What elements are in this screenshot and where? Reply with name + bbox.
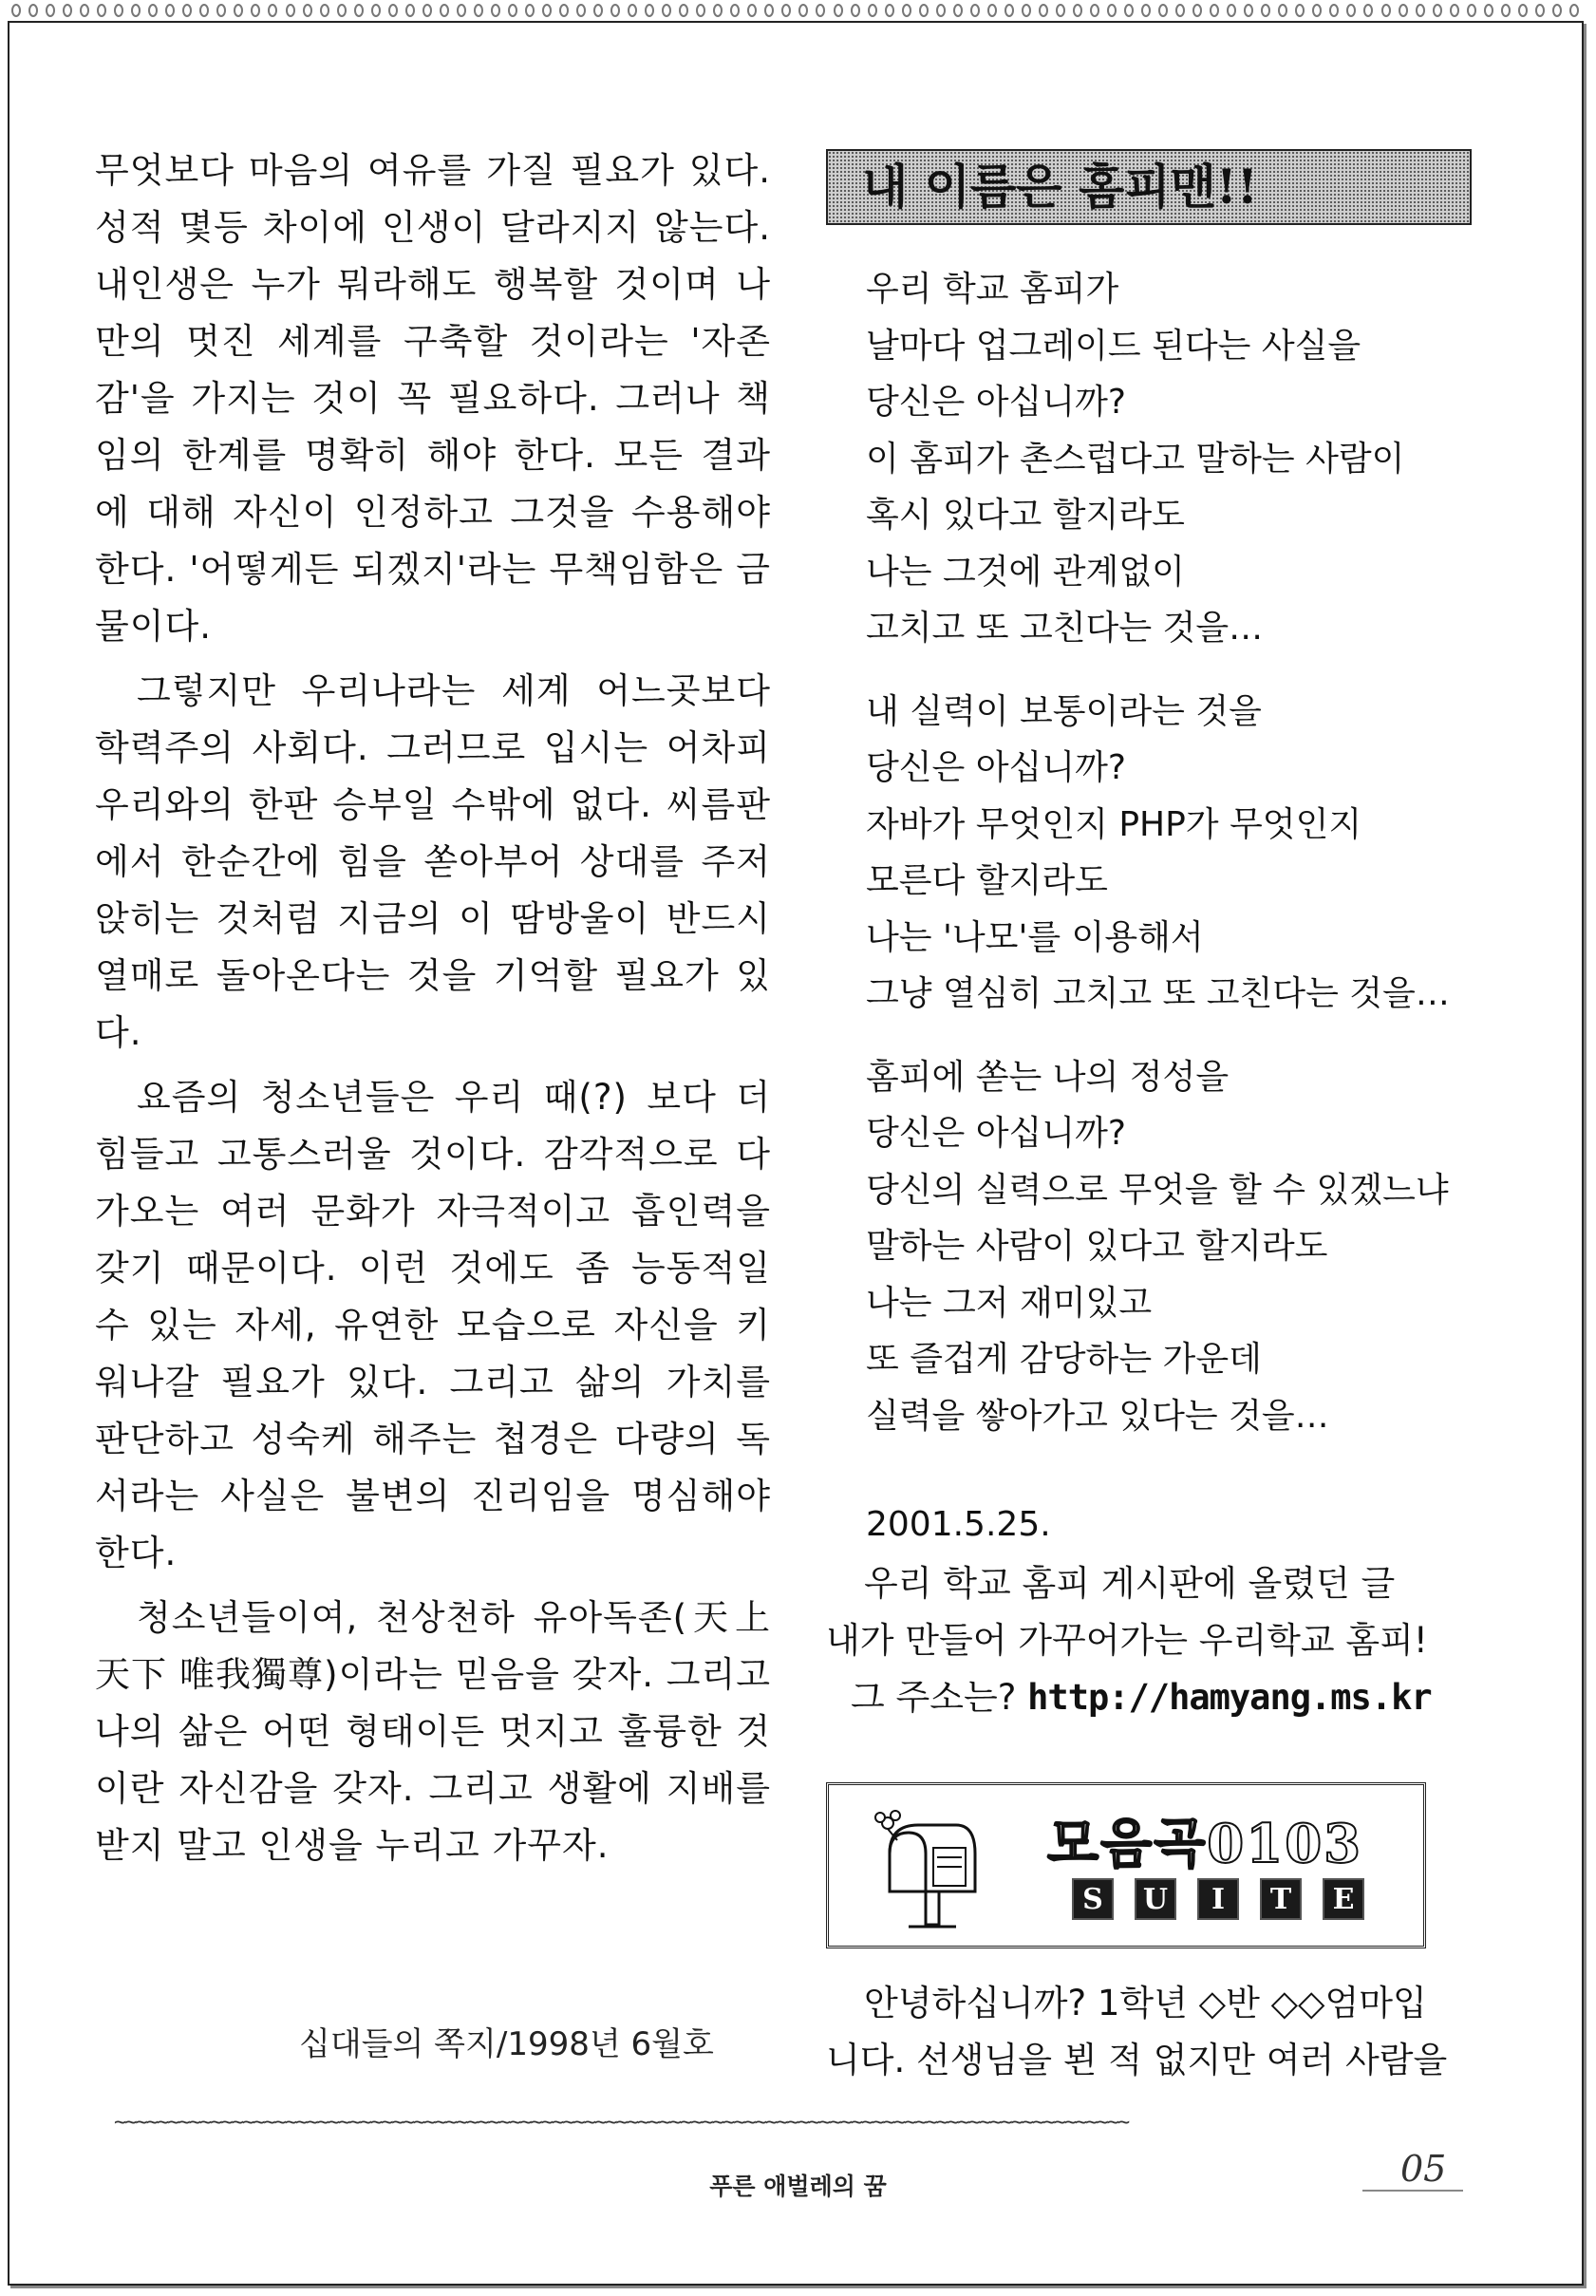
binding-ring bbox=[1295, 4, 1305, 17]
binding-ring bbox=[11, 4, 21, 17]
suite-letter: T bbox=[1260, 1878, 1302, 1920]
poem-title-box: 내 이름은 홈피맨!! bbox=[826, 149, 1472, 225]
greeting-line-2: 니다. 선생님을 뵌 적 없지만 여러 사람을 bbox=[826, 2040, 1448, 2080]
mailbox-icon bbox=[871, 1806, 985, 1934]
binding-ring bbox=[405, 4, 415, 17]
binding-ring bbox=[1124, 4, 1134, 17]
poem-line: 홈피에 쏟는 나의 정성을 bbox=[866, 1057, 1230, 1097]
binding-ring bbox=[1484, 4, 1493, 17]
binding-ring bbox=[28, 4, 38, 17]
binding-ring bbox=[1192, 4, 1202, 17]
binding-ring bbox=[1535, 4, 1545, 17]
poem bbox=[866, 261, 1530, 1471]
binding-ring bbox=[1107, 4, 1117, 17]
poem-line: 나는 '나모'를 이용해서 bbox=[866, 917, 1204, 957]
paragraph-1: 무엇보다 마음의 여유를 가질 필요가 있다. 성적 몇등 차이에 인생이 달라지지 않는다. 내인생은 누가 뭐라해도 행복할 것이며 나만의 멋진 세계를 구축할 것이라는 '자존감'을 가지는 것이 꼭 필요하다. 그러나 책임의 한계를 명확히 해야 한다. 모든 결과에 대해 자신이 인정하고 그것을 수용해야 한다. '어떻게든 되겠지'라는 무책임함은 금물이다. bbox=[95, 150, 771, 647]
binding-ring bbox=[1381, 4, 1391, 17]
binding-ring bbox=[696, 4, 705, 17]
address-label: 그 주소는? bbox=[851, 1677, 1017, 1718]
binding-ring bbox=[1227, 4, 1236, 17]
binding-ring bbox=[1433, 4, 1442, 17]
binding-ring bbox=[885, 4, 894, 17]
suite-letters bbox=[1072, 1878, 1364, 1920]
binding-ring bbox=[576, 4, 586, 17]
poem-line: 고치고 또 고친다는 것을… bbox=[866, 609, 1264, 648]
page-number: 05 bbox=[1362, 2148, 1463, 2192]
binding-ring bbox=[46, 4, 55, 17]
binding-ring bbox=[1022, 4, 1031, 17]
poem-line: 실력을 쌓아가고 있다는 것을… bbox=[866, 1396, 1329, 1436]
paragraph-2: 그렇지만 우리나라는 세계 어느곳보다 학력주의 사회다. 그러므로 입시는 어차피 우리와의 한판 승부일 수밖에 없다. 씨름판에서 한순간에 힘을 쏟아부어 상대를 주저앉히는 것처럼 지금의 이 땀방울이 반드시 열매로 돌아온다는 것을 기억할 필요가 있다. bbox=[95, 670, 771, 1053]
binding-ring bbox=[63, 4, 72, 17]
stanza-2 bbox=[866, 684, 1530, 1023]
binding-ring bbox=[1090, 4, 1099, 17]
binding-ring bbox=[131, 4, 141, 17]
poem-line: 자바가 무엇인지 PHP가 무엇인지 bbox=[866, 804, 1362, 844]
binding-ring bbox=[868, 4, 877, 17]
note-line-3 bbox=[826, 1669, 1510, 1726]
binding-ring bbox=[216, 4, 226, 17]
binding-ring bbox=[286, 4, 295, 17]
binding-ring bbox=[422, 4, 432, 17]
binding-ring bbox=[764, 4, 774, 17]
suite-letter: U bbox=[1135, 1878, 1176, 1920]
binding-ring bbox=[268, 4, 277, 17]
greeting-line-1: 안녕하십니까? 1학년 ◇반 ◇◇엄마입 bbox=[864, 1983, 1427, 2023]
stanza-3 bbox=[866, 1049, 1530, 1445]
poem-line: 날마다 업그레이드 된다는 사실을 bbox=[866, 326, 1361, 366]
binding-ring bbox=[1005, 4, 1014, 17]
poem-date: 2001.5.25. bbox=[866, 1505, 1051, 1544]
binding-ring bbox=[80, 4, 89, 17]
binding-ring bbox=[1416, 4, 1425, 17]
poem-line: 이 홈피가 촌스럽다고 말하는 사람이 bbox=[866, 439, 1405, 479]
binding-ring bbox=[902, 4, 911, 17]
binding-ring bbox=[919, 4, 929, 17]
stanza-1 bbox=[866, 261, 1530, 657]
binding-ring bbox=[165, 4, 175, 17]
binding-ring bbox=[953, 4, 963, 17]
binding-ring bbox=[182, 4, 192, 17]
binding-ring bbox=[1278, 4, 1287, 17]
binding-ring bbox=[679, 4, 688, 17]
poem-line: 말하는 사람이 있다고 할지라도 bbox=[866, 1227, 1328, 1266]
poem-notes bbox=[826, 1555, 1510, 1726]
binding-ring bbox=[1329, 4, 1339, 17]
binding-ring bbox=[1346, 4, 1356, 17]
poem-line: 우리 학교 홈피가 bbox=[866, 270, 1119, 309]
poem-line: 혹시 있다고 할지라도 bbox=[866, 496, 1185, 535]
binding-ring bbox=[593, 4, 603, 17]
suite-letter: S bbox=[1072, 1878, 1114, 1920]
binding-ring bbox=[97, 4, 106, 17]
left-column-article bbox=[95, 142, 771, 1882]
binding-ring bbox=[1141, 4, 1151, 17]
binding-ring bbox=[1175, 4, 1185, 17]
binding-ring bbox=[474, 4, 483, 17]
poem-line: 당신은 아십니까? bbox=[866, 1114, 1126, 1153]
footer-title: 푸른 애벌레의 꿈 bbox=[709, 2173, 887, 2200]
binding-ring bbox=[1244, 4, 1253, 17]
binding-ring bbox=[148, 4, 158, 17]
binding-ring bbox=[320, 4, 329, 17]
binding-ring bbox=[508, 4, 517, 17]
binding-ring bbox=[645, 4, 654, 17]
binding-ring bbox=[936, 4, 946, 17]
suite-banner bbox=[826, 1782, 1426, 1948]
binding-ring bbox=[457, 4, 466, 17]
binding-ring bbox=[491, 4, 500, 17]
paragraph-4: 청소년들이여, 천상천하 유아독존(天上天下 唯我獨尊)이라는 믿음을 갖자. 그리고 나의 삶은 어떤 형태이든 멋지고 훌륭한 것이란 자신감을 갖자. 그리고 생활에 지배를 받지 말고 인생을 누리고 가꾸자. bbox=[95, 1597, 771, 1866]
binding-ring bbox=[816, 4, 825, 17]
binding-ring bbox=[747, 4, 757, 17]
binding-ring bbox=[1501, 4, 1511, 17]
binding-ring bbox=[662, 4, 671, 17]
binding-ring bbox=[1518, 4, 1528, 17]
binding-ring bbox=[559, 4, 569, 17]
binding-ring bbox=[1552, 4, 1562, 17]
binding-ring bbox=[371, 4, 381, 17]
homepage-url[interactable]: http://hamyang.ms.kr bbox=[1027, 1677, 1432, 1718]
binding-ring bbox=[1039, 4, 1048, 17]
tilde-divider: ~~~~~~~~~~~~~~~~~~~~~~~~~~~~~~~~~~~~~~~~~~~~~~~~~~~~~~~~~~~~~~~~~~~~~~~~~~~~~~~~~~~~~~~~~~~~~~~ bbox=[114, 2114, 1129, 2133]
binding-ring bbox=[199, 4, 209, 17]
binding-ring bbox=[337, 4, 347, 17]
binding-ring bbox=[542, 4, 552, 17]
poem-line: 모른다 할지라도 bbox=[866, 861, 1108, 900]
note-line-2: 내가 만들어 가꾸어가는 우리학교 홈피! bbox=[826, 1620, 1428, 1661]
binding-ring bbox=[1210, 4, 1219, 17]
poem-line: 내 실력이 보통이라는 것을 bbox=[866, 691, 1262, 731]
binding-ring bbox=[834, 4, 843, 17]
binding-ring bbox=[234, 4, 243, 17]
binding-rings bbox=[8, 0, 1584, 21]
binding-ring bbox=[1450, 4, 1459, 17]
poem-line: 나는 그것에 관계없이 bbox=[866, 552, 1185, 592]
binding-ring bbox=[1158, 4, 1168, 17]
binding-ring bbox=[851, 4, 860, 17]
binding-ring bbox=[713, 4, 723, 17]
binding-ring bbox=[1312, 4, 1322, 17]
binding-ring bbox=[970, 4, 980, 17]
binding-ring bbox=[730, 4, 740, 17]
binding-ring bbox=[1467, 4, 1476, 17]
binding-ring bbox=[610, 4, 620, 17]
binding-ring bbox=[1261, 4, 1270, 17]
suite-letter: I bbox=[1197, 1878, 1239, 1920]
binding-ring bbox=[114, 4, 123, 17]
binding-ring bbox=[628, 4, 637, 17]
suite-letter: E bbox=[1323, 1878, 1364, 1920]
greeting-text bbox=[826, 1975, 1510, 2089]
note-line-1: 우리 학교 홈피 게시판에 올렸던 글 bbox=[864, 1563, 1396, 1604]
banner-title: 모음곡0103 bbox=[1047, 1813, 1363, 1875]
binding-ring bbox=[251, 4, 260, 17]
binding-ring bbox=[388, 4, 398, 17]
binding-ring bbox=[1569, 4, 1579, 17]
binding-ring bbox=[354, 4, 364, 17]
binding-ring bbox=[303, 4, 312, 17]
binding-ring bbox=[1073, 4, 1082, 17]
binding-ring bbox=[1056, 4, 1065, 17]
binding-ring bbox=[781, 4, 791, 17]
poem-line: 나는 그저 재미있고 bbox=[866, 1283, 1153, 1323]
binding-ring bbox=[987, 4, 997, 17]
poem-line: 당신은 아십니까? bbox=[866, 383, 1126, 422]
binding-ring bbox=[440, 4, 449, 17]
article-source: 십대들의 쪽지/1998년 6월호 bbox=[299, 2025, 714, 2063]
poem-line: 그냥 열심히 고치고 또 고친다는 것을… bbox=[866, 974, 1450, 1013]
binding-ring bbox=[798, 4, 808, 17]
binding-ring bbox=[525, 4, 535, 17]
binding-ring bbox=[1399, 4, 1408, 17]
binding-ring bbox=[1363, 4, 1373, 17]
poem-line: 또 즐겁게 감당하는 가운데 bbox=[866, 1340, 1262, 1379]
paragraph-3: 요즘의 청소년들은 우리 때(?) 보다 더 힘들고 고통스러울 것이다. 감각적으로 다가오는 여러 문화가 자극적이고 흡인력을 갖기 때문이다. 이런 것에도 좀 능동적일 수 있는 자세, 유연한 모습으로 자신을 키워나갈 필요가 있다. 그리고 삶의 가치를 판단하고 성숙케 해주는 첩경은 다량의 독서라는 사실은 불변의 진리임을 명심해야 한다. bbox=[95, 1077, 771, 1573]
poem-line: 당신은 아십니까? bbox=[866, 748, 1126, 787]
poem-line: 당신의 실력으로 무엇을 할 수 있겠느냐 bbox=[866, 1170, 1449, 1210]
